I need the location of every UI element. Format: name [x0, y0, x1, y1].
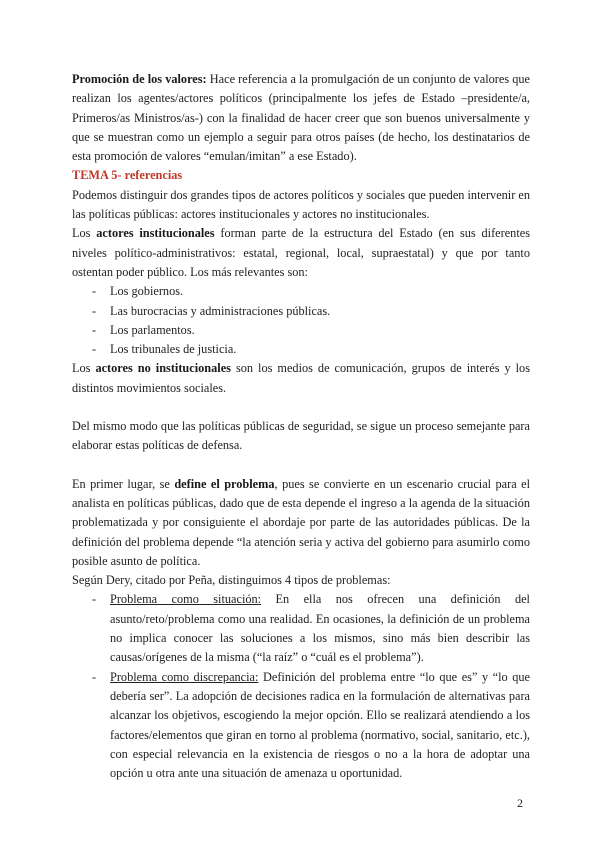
paragraph-actores-institucionales — [72, 224, 530, 282]
paragraph-text: Hace referencia a la promulgación de un conjunto de valores que realizan los agentes/actores políticos (principalmente los jefes de Estado –presidente/a, Primeros/as Ministros/as-) con la finalidad de hacer creer que son buenos universalmente y que se muestran como un ejemplo a seguir para otros países (de hecho, los destinatarios de esta promoción de valores “emulan/imitan” a ese Estado). — [72, 72, 530, 164]
section-title: TEMA 5- referencias — [72, 168, 183, 183]
paragraph-actor-types: Podemos distinguir dos grandes tipos de actores políticos y sociales que pueden intervenir en las políticas públicas: actores institucionales y actores no institucionales. — [72, 187, 530, 222]
paragraph-text: Los — [72, 361, 96, 376]
problem-types-list — [72, 590, 530, 783]
term-problema-discrepancia: Problema como discrepancia: — [110, 669, 259, 684]
paragraph-text: forman parte de la estructura del Estado (en sus diferentes niveles político-administrativos: estatal, regional, local, supraestatal) y que por tanto ostentan poder público. Los más relevantes son: — [72, 226, 530, 279]
term-promocion-valores: Promoción de los valores: — [72, 72, 207, 86]
institutional-actors-list — [72, 282, 530, 359]
spacer — [72, 456, 530, 475]
paragraph-define-problema — [72, 475, 530, 571]
paragraph-actores-no-institucionales — [72, 359, 530, 398]
paragraph-text: son los medios de comunicación, grupos de interés y los distintos movimientos sociales. — [72, 361, 530, 395]
list-item — [92, 590, 530, 667]
list-item: - Los tribunales de justicia. — [92, 340, 530, 359]
list-item: - Los parlamentos. — [92, 321, 530, 340]
paragraph-text: En primer lugar, se — [72, 476, 175, 491]
paragraph-text: Los — [72, 226, 97, 241]
spacer — [72, 398, 530, 417]
term-actores-no-institucionales: actores no institucionales — [95, 361, 231, 376]
list-item — [92, 668, 530, 784]
paragraph-text: , pues se convierte en un escenario crucial para el analista en políticas públicas, dado que de esta depende el ingreso a la agenda de la situación problematizada y por consiguiente el abordaje por parte de las autoridades públicas. De la definición del problema depende “la atención seria y activa del gobierno para asumirlo como posible asunto de política. — [72, 476, 530, 568]
list-item-text: En ella nos ofrecen una definición del asunto/reto/problema como una realidad. En ocasiones, la definición de un problema no implica conocer las soluciones a los mismos, sino más bien describir las causas/orígenes de la misma (“la raíz” o “cuál es el problema”). — [110, 592, 530, 665]
term-define-problema: define el problema — [174, 476, 275, 491]
term-problema-situacion: Problema como situación: — [110, 592, 262, 607]
page-body — [72, 70, 530, 783]
list-item: - Las burocracias y administraciones públicas. — [92, 302, 530, 321]
list-item: - Los gobiernos. — [92, 282, 530, 301]
paragraph-dery-pena: Según Dery, citado por Peña, distinguimos 4 tipos de problemas: — [72, 573, 391, 588]
list-item-text: Definición del problema entre “lo que es” y “lo que debería ser”. La adopción de decisiones radica en la formulación de alternativas para alcanzar los objetivos, escogiendo la mejor opción. Ello se realizará atendiendo a los factores/elementos que giran en torno al problema (normativo, social, sanitario, etc.), con especial relevancia en la existencia de riesgos o no a la hora de adoptar una opción u otra ante una situación de amenaza u oportunidad. — [110, 669, 530, 781]
paragraph-promocion-valores — [72, 70, 530, 166]
paragraph-politicas-defensa: Del mismo modo que las políticas públicas de seguridad, se sigue un proceso semejante para elaborar estas políticas de defensa. — [72, 419, 530, 453]
term-actores-institucionales: actores institucionales — [96, 226, 215, 241]
page-number: 2 — [517, 796, 523, 810]
